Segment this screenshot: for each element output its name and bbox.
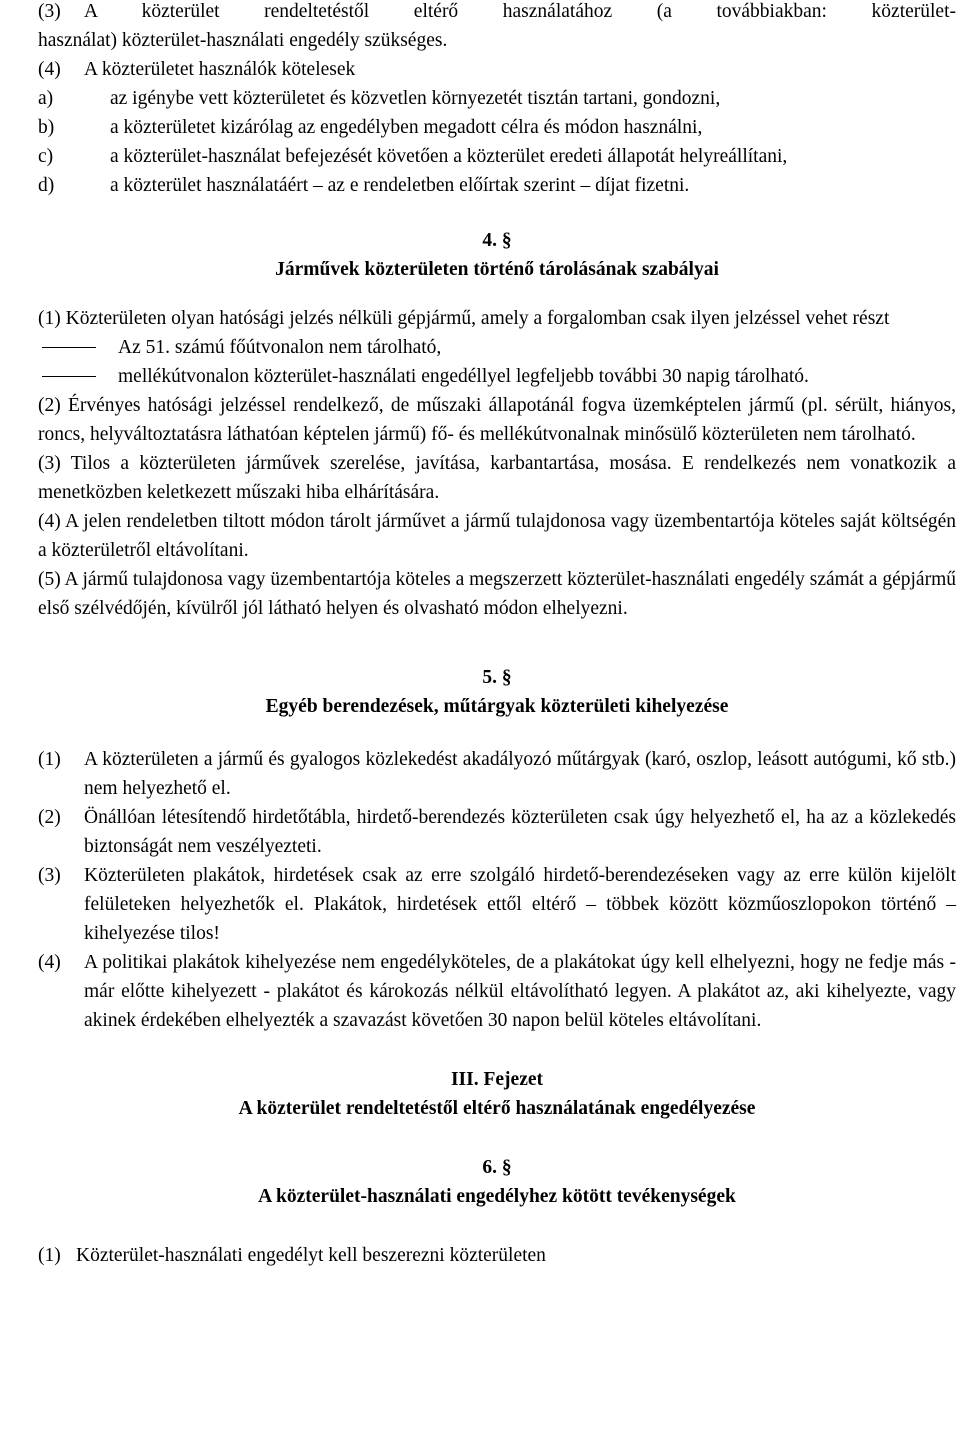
paragraph-3-continued: használat) közterület-használati engedély szükséges. bbox=[38, 30, 448, 51]
item-label: (4) bbox=[38, 952, 61, 973]
chapter-title: A közterület rendeltetéstől eltérő használatának engedélyezése bbox=[238, 1098, 756, 1119]
list-item bbox=[38, 1241, 956, 1270]
item-label: b) bbox=[38, 117, 55, 138]
item-text: Közterületen plakátok, hirdetések csak az erre szolgáló hirdető-berendezéseken vagy az erre külön kijelölt felületeken helyezhetők el. Plakátok, hirdetések ettől eltérő – többek között közműoszlopokon történő – kihelyezése tilos! bbox=[84, 865, 956, 944]
paragraph-4 bbox=[38, 55, 956, 84]
item-text: a közterület használatáért – az e rendeletben előírtak szerint – díjat fizetni. bbox=[110, 175, 690, 196]
dash-text: mellékútvonalon közterület-használati engedéllyel legfeljebb további 30 napig tárolható. bbox=[118, 366, 809, 387]
item-label: c) bbox=[38, 146, 54, 167]
list-item bbox=[38, 745, 956, 803]
section4-paragraph-2: (2) Érvényes hatósági jelzéssel rendelkező, de műszaki állapotánál fogva üzemképtelen jármű (pl. sérült, hiányos, roncs, helyváltoztatásra láthatóan képtelen jármű) fő- és mellékútvonalnak minősülő közterületen nem tárolható. bbox=[38, 395, 956, 445]
item-label: (1) bbox=[38, 749, 61, 770]
list-item bbox=[38, 171, 956, 200]
paragraph-label: (4) bbox=[38, 59, 61, 80]
document-page bbox=[38, 0, 956, 1270]
dash-marker bbox=[38, 362, 118, 391]
chapter-number: III. Fejezet bbox=[450, 1069, 544, 1090]
section-number: 6. § bbox=[482, 1157, 512, 1178]
item-text: Önállóan létesítendő hirdetőtábla, hirdető-berendezés közterületen csak úgy helyezhető el, ha az a közlekedés biztonságát nem veszélyezteti. bbox=[84, 807, 956, 857]
paragraph-text: A közterületet használók kötelesek bbox=[84, 59, 356, 80]
dash-item bbox=[38, 362, 956, 391]
item-text: a közterületet kizárólag az engedélyben megadott célra és módon használni, bbox=[110, 117, 703, 138]
section-title: Járművek közterületen történő tárolásának szabályai bbox=[275, 259, 719, 280]
item-label: d) bbox=[38, 175, 55, 196]
list-item bbox=[38, 84, 956, 113]
list-item bbox=[38, 142, 956, 171]
item-text: A politikai plakátok kihelyezése nem engedélyköteles, de a plakátokat úgy kell elhelyezni, hogy ne fedje más - már előtte kihelyezett - plakátot és károkozás nélkül eltávolítható legyen. A plakátot az, aki kihelyezte, vagy akinek érdekében elhelyezték a szavazást követően 30 napon belül köteles eltávolítani. bbox=[84, 952, 956, 1031]
section-number: 5. § bbox=[482, 667, 512, 688]
item-label: (2) bbox=[38, 807, 61, 828]
dash-text: Az 51. számú főútvonalon nem tárolható, bbox=[118, 337, 442, 358]
list-item bbox=[38, 948, 956, 1035]
paragraph-text: A közterület rendeltetéstől eltérő használatához (a továbbiakban: közterület- bbox=[84, 1, 956, 22]
item-text: A közterületen a jármű és gyalogos közlekedést akadályozó műtárgyak (karó, oszlop, leásott autógumi, kő stb.) nem helyezhető el. bbox=[84, 749, 956, 799]
item-text: az igénybe vett közterületet és közvetlen környezetét tisztán tartani, gondozni, bbox=[110, 88, 721, 109]
dash-marker bbox=[38, 333, 118, 362]
dash-item bbox=[38, 333, 956, 362]
item-label: (1) bbox=[38, 1245, 61, 1266]
item-label: (3) bbox=[38, 865, 61, 886]
section4-paragraph-5: (5) A jármű tulajdonosa vagy üzembentartója köteles a megszerzett közterület-használati engedély számát a gépjármű első szélvédőjén, kívülről jól látható helyen és olvasható módon elhelyezni. bbox=[38, 569, 956, 619]
list-item bbox=[38, 803, 956, 861]
section-number: 4. § bbox=[482, 230, 512, 251]
item-text: a közterület-használat befejezését követően a közterület eredeti állapotát helyreállítani, bbox=[110, 146, 788, 167]
section4-paragraph-1: (1) Közterületen olyan hatósági jelzés nélküli gépjármű, amely a forgalomban csak ilyen jelzéssel vehet részt bbox=[38, 308, 890, 329]
paragraph-label: (3) bbox=[38, 1, 61, 22]
section4-paragraph-4: (4) A jelen rendeletben tiltott módon tárolt járművet a jármű tulajdonosa vagy üzembentartója köteles saját költségén a közterületről eltávolítani. bbox=[38, 511, 956, 561]
item-label: a) bbox=[38, 88, 54, 109]
section-title: A közterület-használati engedélyhez kötött tevékenységek bbox=[258, 1186, 736, 1207]
paragraph-3 bbox=[38, 0, 956, 26]
list-item bbox=[38, 861, 956, 948]
section4-paragraph-3: (3) Tilos a közterületen járművek szerelése, javítása, karbantartása, mosása. E rendelkezés nem vonatkozik a menetközben keletkezett műszaki hiba elhárítására. bbox=[38, 453, 956, 503]
list-item bbox=[38, 113, 956, 142]
section-title: Egyéb berendezések, műtárgyak közterületi kihelyezése bbox=[265, 696, 729, 717]
item-text: Közterület-használati engedélyt kell beszerezni közterületen bbox=[76, 1245, 546, 1266]
